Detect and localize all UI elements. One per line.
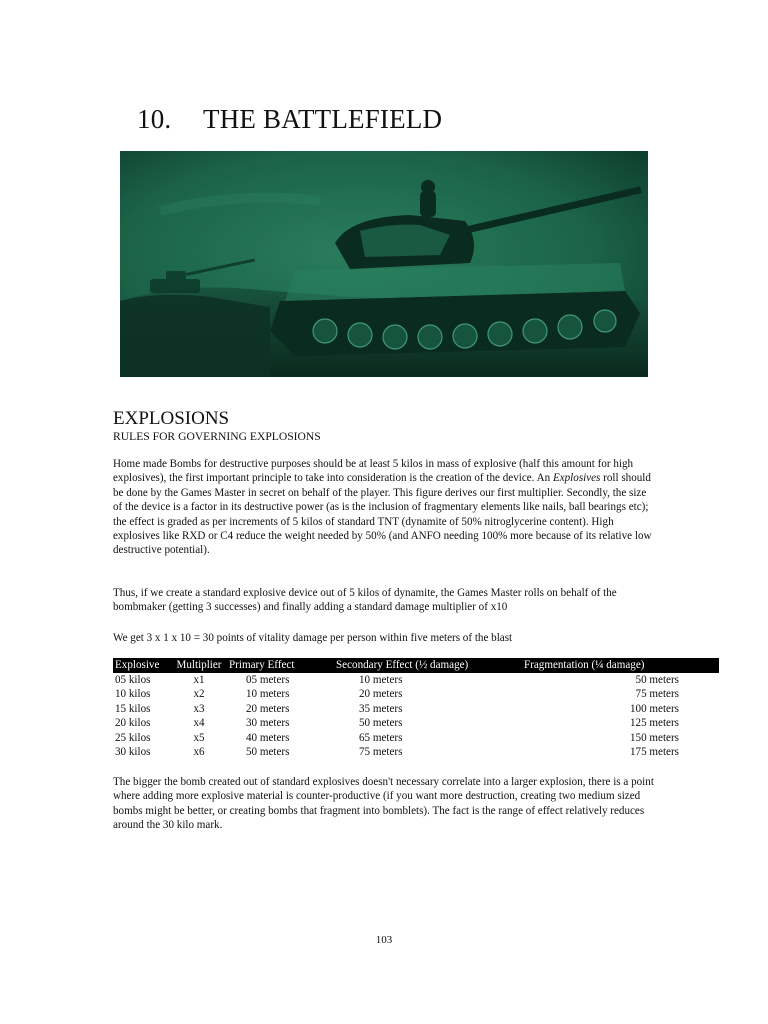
header-secondary-effect: Secondary Effect (½ damage) bbox=[334, 658, 522, 673]
paragraph-result: We get 3 x 1 x 10 = 30 points of vitality damage per person within five meters of the blast bbox=[113, 632, 513, 644]
cell-multiplier: x5 bbox=[193, 731, 205, 744]
cell-primary: 50 meters bbox=[246, 746, 290, 758]
table-row bbox=[113, 673, 719, 688]
paragraph-example: Thus, if we create a standard explosive device out of 5 kilos of dynamite, the Games Master rolls on behalf of the bombmaker (getting 3 successes) and finally adding a standard damage multiplier of x10 bbox=[113, 587, 617, 614]
cell-secondary: 75 meters bbox=[359, 746, 403, 758]
table-header-row bbox=[113, 658, 719, 673]
cell-multiplier: x2 bbox=[193, 688, 205, 700]
explosives-table bbox=[113, 658, 719, 760]
header-multiplier: Multiplier bbox=[172, 658, 227, 673]
cell-fragmentation: 50 meters bbox=[635, 673, 679, 686]
cell-multiplier: x1 bbox=[193, 673, 205, 686]
table-row bbox=[113, 745, 719, 760]
paragraph-intro bbox=[113, 457, 658, 558]
cell-primary: 30 meters bbox=[246, 717, 290, 729]
paragraph-intro-end: roll should be done by the Games Master in secret on behalf of the player. This figure derives our first multiplier. Secondly, the size of the device is a factor in its destructive power (as is the inclusion of fragmentary elements like nails, ball bearings etc); the effect is graded as per increments of 5 kilos of standard TNT (dynamite of 50% nitroglycerine content). High explosives like RXD or C4 reduce the weight needed by 50% (and ANFO needing 100% more because of its relative low destructive potential). bbox=[113, 472, 652, 557]
cell-explosive: 25 kilos bbox=[115, 731, 151, 744]
table-row bbox=[113, 716, 719, 731]
cell-explosive: 15 kilos bbox=[115, 702, 151, 715]
rules-subheading: RULES FOR GOVERNING EXPLOSIONS bbox=[113, 430, 321, 443]
cell-primary: 10 meters bbox=[246, 688, 290, 700]
tank-photo bbox=[120, 151, 648, 377]
header-fragmentation: Fragmentation (¼ damage) bbox=[522, 658, 719, 673]
cell-secondary: 20 meters bbox=[359, 688, 403, 700]
cell-explosive: 05 kilos bbox=[115, 673, 151, 686]
chapter-number: 10. bbox=[137, 104, 172, 134]
cell-fragmentation: 75 meters bbox=[635, 688, 679, 700]
chapter-title-text: THE BATTLEFIELD bbox=[203, 104, 443, 134]
cell-explosive: 20 kilos bbox=[115, 717, 151, 729]
table-row bbox=[113, 687, 719, 702]
cell-multiplier: x6 bbox=[193, 746, 205, 758]
cell-multiplier: x3 bbox=[193, 702, 205, 715]
table-row bbox=[113, 702, 719, 717]
cell-primary: 20 meters bbox=[246, 702, 290, 715]
explosives-roll-term: Explosives bbox=[552, 472, 601, 485]
cell-primary: 05 meters bbox=[246, 673, 290, 686]
table-row bbox=[113, 731, 719, 746]
chapter-title bbox=[137, 104, 442, 135]
cell-fragmentation: 125 meters bbox=[630, 717, 679, 729]
header-primary-effect: Primary Effect bbox=[227, 658, 334, 673]
page-number: 103 bbox=[375, 934, 393, 946]
cell-fragmentation: 100 meters bbox=[630, 702, 679, 715]
cell-fragmentation: 175 meters bbox=[630, 746, 679, 758]
header-explosive: Explosive bbox=[113, 658, 172, 673]
section-heading: EXPLOSIONS bbox=[113, 407, 230, 429]
cell-explosive: 10 kilos bbox=[115, 688, 151, 700]
cell-secondary: 65 meters bbox=[359, 731, 403, 744]
cell-explosive: 30 kilos bbox=[115, 746, 151, 758]
cell-secondary: 35 meters bbox=[359, 702, 403, 715]
cell-fragmentation: 150 meters bbox=[630, 731, 679, 744]
cell-secondary: 50 meters bbox=[359, 717, 403, 729]
cell-secondary: 10 meters bbox=[359, 673, 403, 686]
cell-primary: 40 meters bbox=[246, 731, 290, 744]
cell-multiplier: x4 bbox=[193, 717, 205, 729]
paragraph-conclusion: The bigger the bomb created out of standard explosives doesn't necessary correlate into a larger explosion, there is a point where adding more explosive material is counter-productive (if you want more destruction, creating two medium sized bombs might be better, or creating bombs that fragment into bomblets). The fact is the range of effect relatively reduces around the 30 kilo mark. bbox=[113, 776, 654, 832]
paragraph-intro-start: Home made Bombs for destructive purposes should be at least 5 kilos in mass of explosive (half this amount for high explosives), the first important principle to take into consideration is the creation of the device. An bbox=[113, 458, 634, 485]
